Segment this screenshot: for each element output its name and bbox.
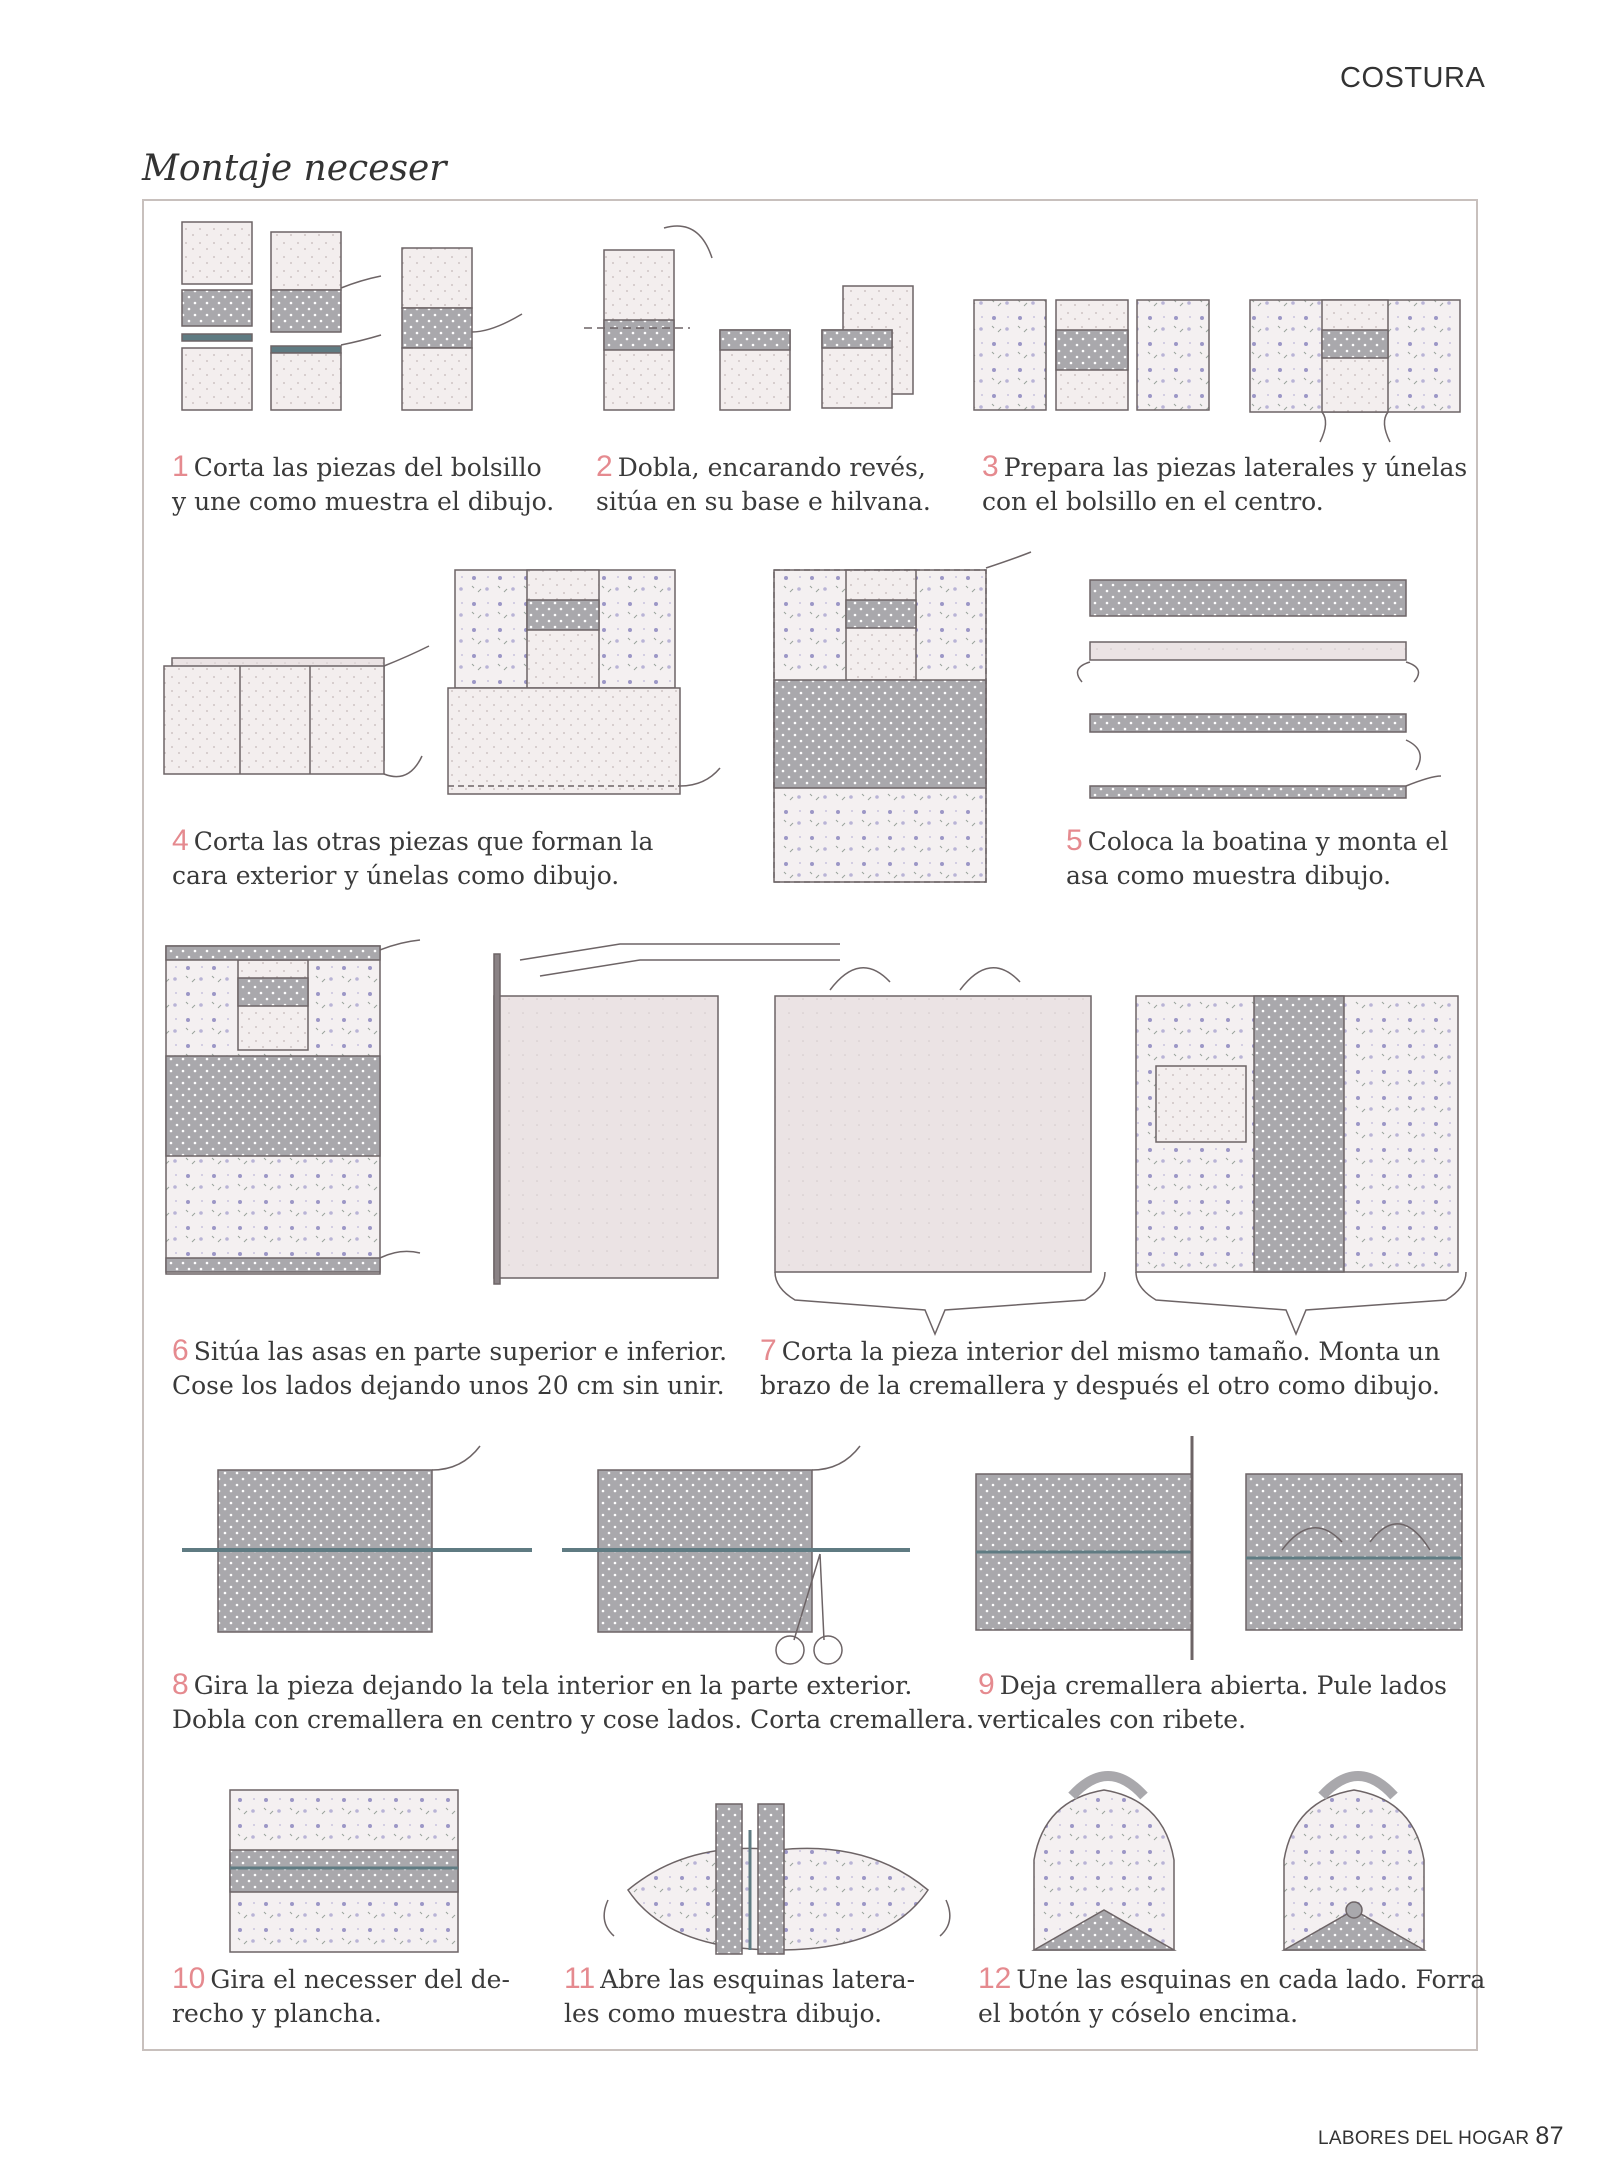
step-number: 4 (172, 824, 189, 857)
step-12-illustration (1034, 1776, 1424, 1950)
step-caption-9: 9 Deja cremallera abierta. Pule lados verticales con ribete. (978, 1668, 1448, 1734)
step-11-illustration (604, 1804, 950, 1954)
step-number: 12 (978, 1962, 1012, 1995)
step-caption-12: 12 Une las esquinas en cada lado. Forra el botón y cóselo encima. (978, 1962, 1486, 2028)
step-caption-10: 10 Gira el necesser del de- recho y plancha. (172, 1962, 510, 2028)
step-8-illustration (182, 1446, 910, 1664)
step-2-illustration (584, 226, 913, 410)
page-footer (1318, 2122, 1564, 2151)
step-caption-7: 7 Corta la pieza interior del mismo tamaño. Monta un brazo de la cremallera y después el otro como dibujo. (760, 1334, 1441, 1400)
step-6-illustration (166, 940, 840, 1284)
step-number: 6 (172, 1334, 189, 1367)
step-number: 1 (172, 450, 189, 483)
step-caption-2: 2 Dobla, encarando revés, sitúa en su base e hilvana. (596, 450, 931, 516)
step-caption-11: 11 Abre las esquinas latera- les como muestra dibujo. (564, 1962, 916, 2028)
step-caption-3: 3 Prepara las piezas laterales y únelas con el bolsillo en el centro. (982, 450, 1468, 516)
step-caption-5: 5 Coloca la boatina y monta el asa como muestra dibujo. (1066, 824, 1449, 890)
step-3-illustration (974, 300, 1460, 442)
step-number: 8 (172, 1668, 189, 1701)
magazine-name: LABORES DEL HOGAR (1318, 2128, 1530, 2149)
step-number: 11 (564, 1962, 596, 1995)
step-number: 10 (172, 1962, 206, 1995)
step-number: 2 (596, 450, 613, 483)
step-caption-6: 6 Sitúa las asas en parte superior e inferior. Cose los lados dejando unos 20 cm sin unir. (172, 1334, 728, 1400)
step-10-illustration (230, 1790, 458, 1952)
step-7-illustration (775, 968, 1466, 1334)
step-caption-8: 8 Gira la pieza dejando la tela interior en la parte exterior. Dobla con cremallera en centro y cose lados. Corta cremallera. (172, 1668, 975, 1734)
step-5-illustration (1078, 580, 1442, 798)
step-number: 9 (978, 1668, 995, 1701)
step-caption-1: 1 Corta las piezas del bolsillo y une como muestra el dibujo. (172, 450, 555, 516)
step-number: 7 (760, 1334, 777, 1367)
step-number: 3 (982, 450, 999, 483)
step-1-illustration (182, 222, 522, 410)
step-number: 5 (1066, 824, 1083, 857)
step-4-illustration (164, 570, 720, 794)
section-label: COSTURA (1340, 62, 1486, 94)
step-caption-4: 4 Corta las otras piezas que forman la cara exterior y únelas como dibujo. (172, 824, 654, 890)
step-4-tall-illustration (774, 552, 1031, 882)
page-number: 87 (1535, 2122, 1564, 2150)
step-9-illustration (976, 1436, 1462, 1660)
page-title: Montaje neceser (142, 148, 447, 189)
